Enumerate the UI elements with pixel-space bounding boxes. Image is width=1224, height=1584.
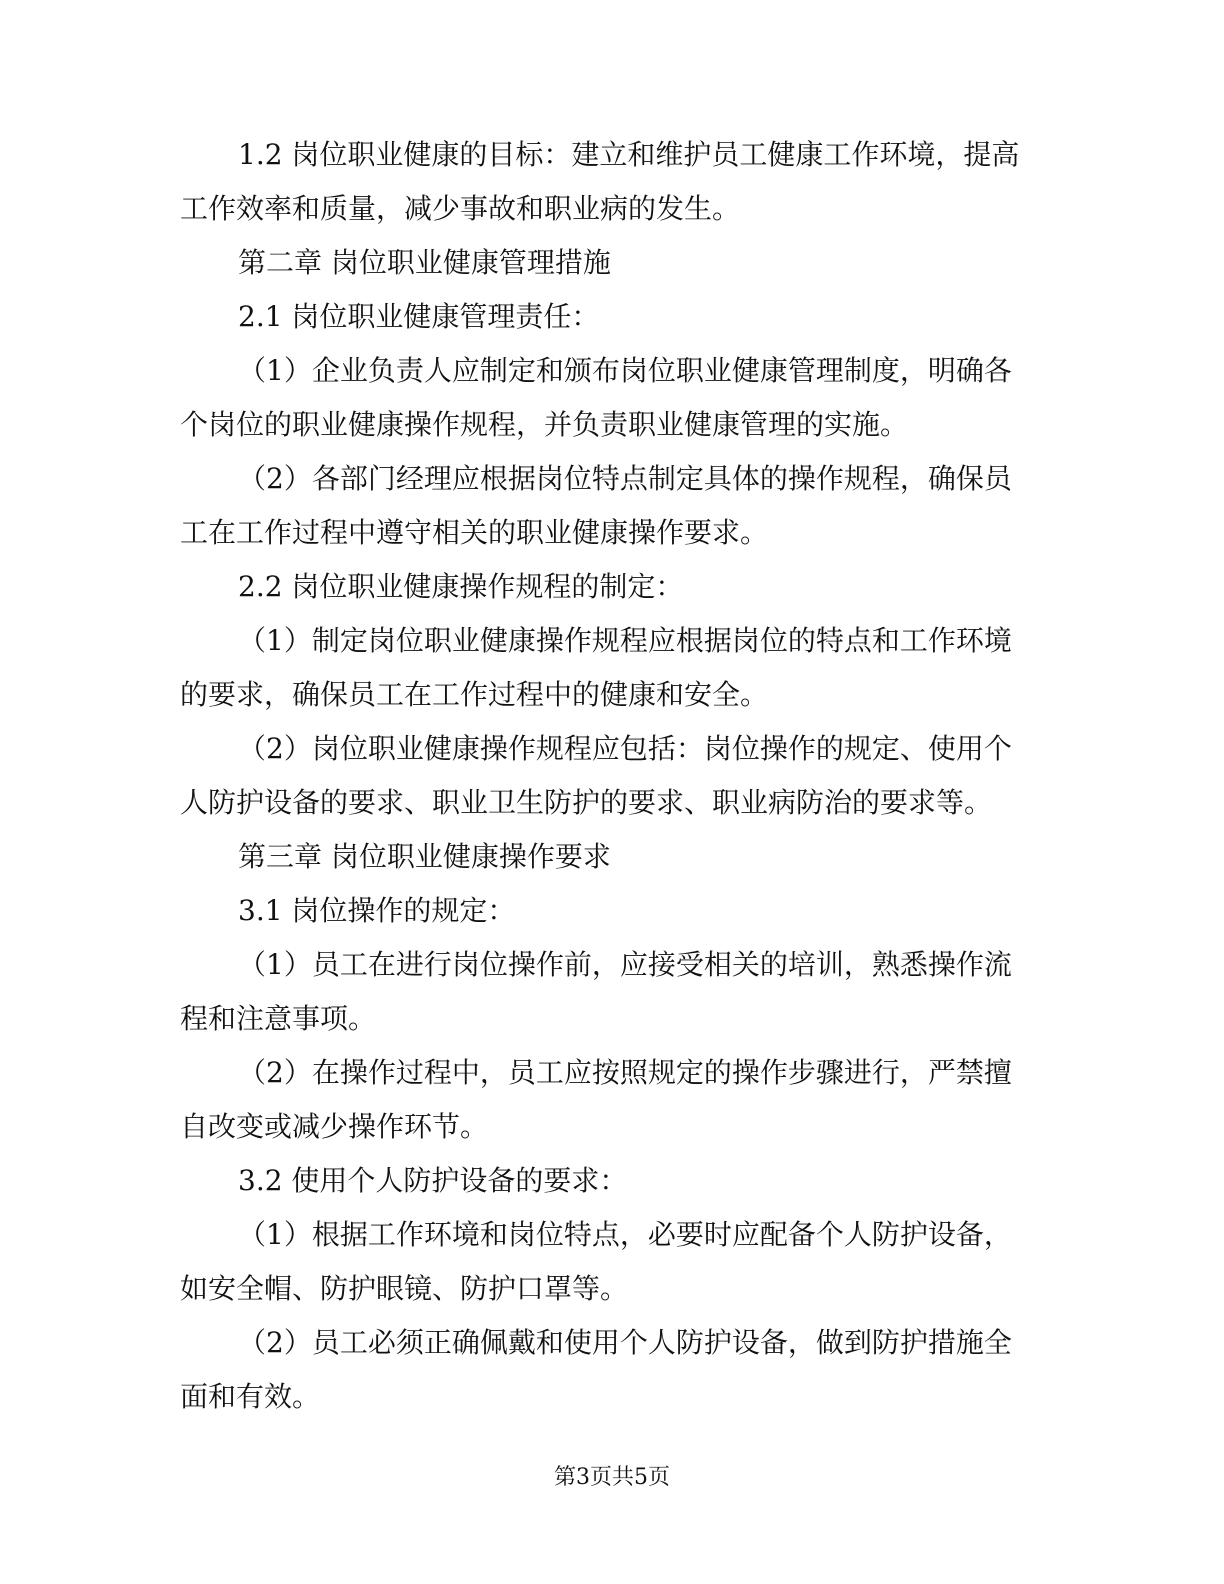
section-3-2-item-1: （1）根据工作环境和岗位特点，必要时应配备个人防护设备，如安全帽、防护眼镜、防护口罩等。	[180, 1218, 1012, 1305]
section-3-1-heading: 3.1 岗位操作的规定：	[238, 894, 516, 927]
section-2-1-item-2: （2）各部门经理应根据岗位特点制定具体的操作规程，确保员工在工作过程中遵守相关的职业健康操作要求。	[180, 462, 1012, 549]
section-2-1-item-1: （1）企业负责人应制定和颁布岗位职业健康管理制度，明确各个岗位的职业健康操作规程，并负责职业健康管理的实施。	[180, 354, 1012, 441]
section-3-2-item-2: （2）员工必须正确佩戴和使用个人防护设备，做到防护措施全面和有效。	[180, 1326, 1012, 1413]
section-3-2-heading: 3.2 使用个人防护设备的要求：	[238, 1164, 628, 1197]
chapter-3-heading: 第三章 岗位职业健康操作要求	[238, 840, 611, 873]
section-3-1-item-2: （2）在操作过程中，员工应按照规定的操作步骤进行，严禁擅自改变或减少操作环节。	[180, 1056, 1012, 1143]
section-2-1-heading: 2.1 岗位职业健康管理责任：	[238, 300, 600, 333]
section-2-2-heading: 2.2 岗位职业健康操作规程的制定：	[238, 570, 684, 603]
document-body	[180, 128, 1032, 1424]
section-2-2-item-1: （1）制定岗位职业健康操作规程应根据岗位的特点和工作环境的要求，确保员工在工作过程中的健康和安全。	[180, 624, 1012, 711]
page-number-footer: 第3页共5页	[554, 1465, 670, 1490]
section-3-1-item-1: （1）员工在进行岗位操作前，应接受相关的培训，熟悉操作流程和注意事项。	[180, 948, 1012, 1035]
chapter-2-heading: 第二章 岗位职业健康管理措施	[238, 246, 611, 279]
section-1-2-goal: 1.2 岗位职业健康的目标：建立和维护员工健康工作环境，提高工作效率和质量，减少事故和职业病的发生。	[180, 138, 1020, 225]
section-2-2-item-2: （2）岗位职业健康操作规程应包括：岗位操作的规定、使用个人防护设备的要求、职业卫生防护的要求、职业病防治的要求等。	[180, 732, 1012, 819]
